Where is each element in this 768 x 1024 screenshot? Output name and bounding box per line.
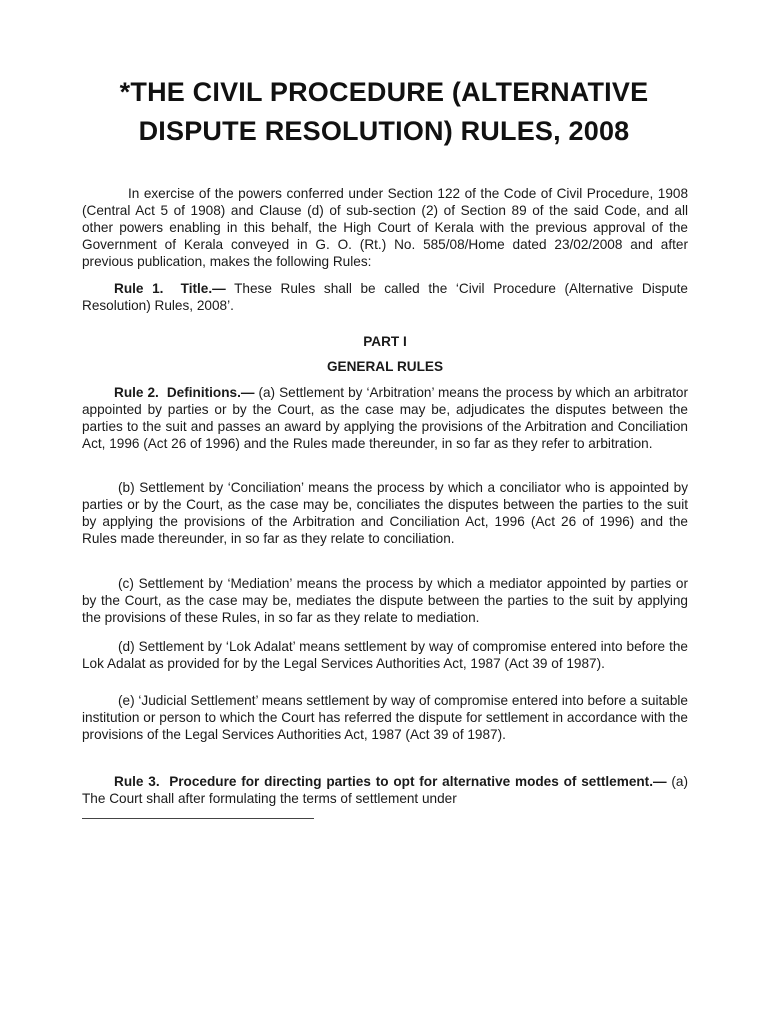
part-label: PART I	[363, 334, 407, 349]
preamble-paragraph: In exercise of the powers conferred under Section 122 of the Code of Civil Procedure, 1908 (Central Act 5 of 1908) and Clause (d) of sub-section (2) of Section 89 of the said Code, and all other powers enabling in this behalf, the High Court of Kerala with the previous approval of the Government of Kerala conveyed in G. O. (Rt.) No. 585/08/Home dated 23/02/2008 and after previous publication, makes the following Rules:	[82, 186, 688, 269]
rule-2-paragraph-a	[82, 384, 688, 452]
rule-2-clause-d: (d) Settlement by ‘Lok Adalat’ means settlement by way of compromise entered into before the Lok Adalat as provided for by the Legal Services Authorities Act, 1987 (Act 39 of 1987).	[82, 639, 688, 671]
document-title-line-2: DISPUTE RESOLUTION) RULES, 2008	[138, 116, 630, 146]
rule-2-clause-c: (c) Settlement by ‘Mediation’ means the process by which a mediator appointed by parties or by the Court, as the case may be, mediates the dispute between the parties to the suit by applying the provisions of these Rules, in so far as they relate to mediation.	[82, 576, 688, 625]
rule-1-paragraph	[82, 280, 688, 314]
rule-3-heading: Procedure for directing parties to opt for alternative modes of settlement.—	[169, 774, 667, 789]
footnote-divider	[82, 818, 314, 819]
rule-2-heading: Definitions.—	[166, 385, 255, 400]
rule-2-label: Rule 2.	[114, 385, 159, 400]
rule-2-clause-e: (e) ‘Judicial Settlement’ means settlement by way of compromise entered into before a suitable institution or person to which the Court has referred the dispute for settlement in accordance with the provisions of the Legal Services Authorities Act, 1987 (Act 39 of 1987).	[82, 693, 688, 742]
rule-1-heading: Title.—	[180, 281, 226, 296]
rule-2-clause-b: (b) Settlement by ‘Conciliation’ means the process by which a conciliator who is appointed by parties or by the Court, as the case may be, conciliates the disputes between the parties to the suit by applying the provisions of the Arbitration and Conciliation Act, 1996 (Act 26 of 1996) and the Rules made thereunder, in so far as they relate to conciliation.	[82, 480, 688, 546]
rule-1-text: These Rules shall be called the ‘Civil Procedure (Alternative Dispute Resolution) Rules, 2008’.	[82, 281, 688, 313]
part-title: GENERAL RULES	[326, 359, 444, 374]
rule-3-text: (a) The Court shall after formulating the terms of settlement under	[82, 774, 688, 806]
document-title-line-1: *THE CIVIL PROCEDURE (ALTERNATIVE	[119, 77, 649, 107]
rule-2-clause-a: (a) Settlement by ‘Arbitration’ means the process by which an arbitrator appointed by parties or by the Court, as the case may be, adjudicates the disputes between the parties to the suit and passes an award by applying the provisions of the Arbitration and Conciliation Act, 1996 (Act 26 of 1996) and the Rules made thereunder, in so far as they refer to arbitration.	[82, 385, 688, 451]
rule-1-label: Rule 1.	[114, 281, 164, 296]
rule-3-label: Rule 3.	[114, 774, 160, 789]
rule-3-paragraph	[82, 773, 688, 807]
